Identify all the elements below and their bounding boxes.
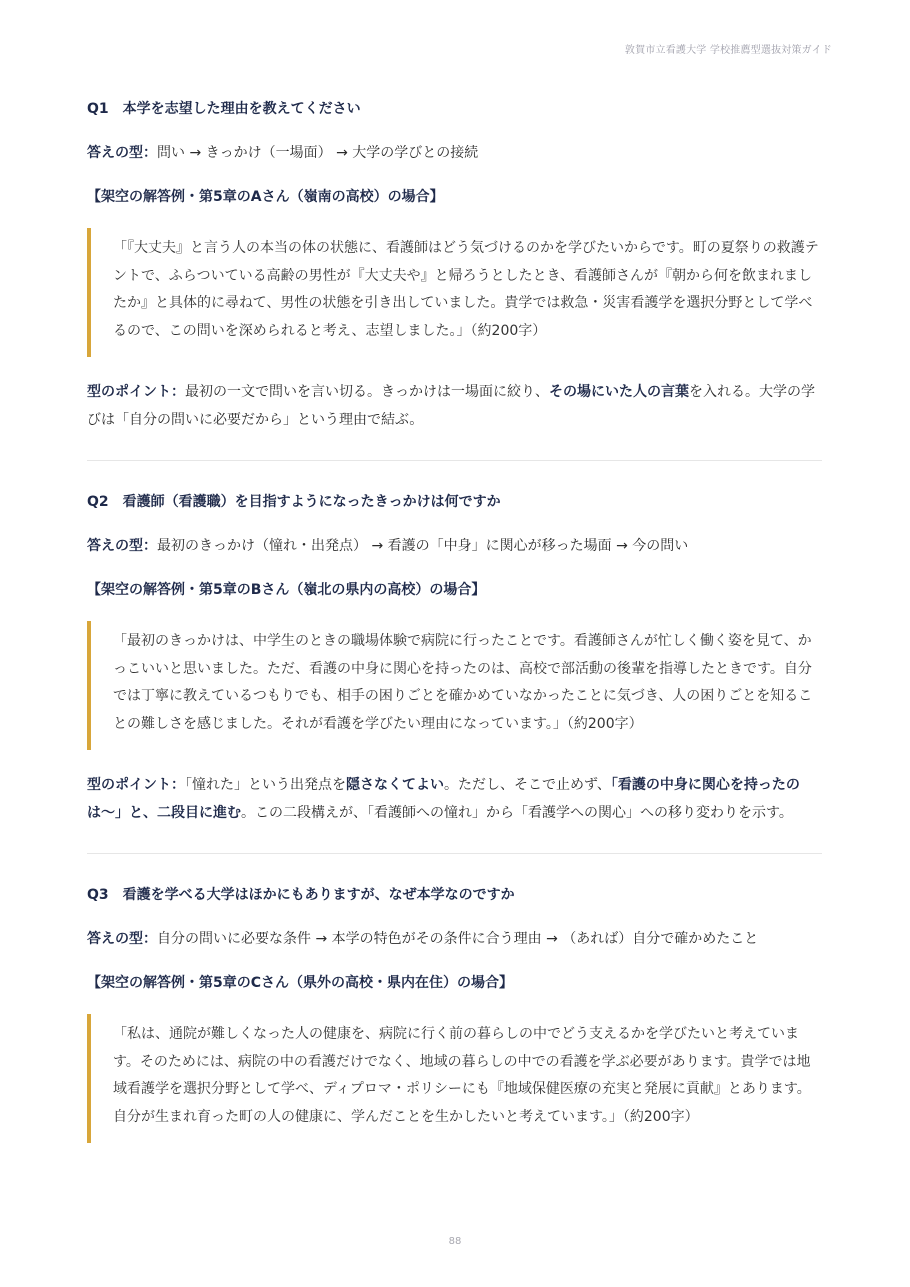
document-header: 敦賀市立看護大学 学校推薦型選抜対策ガイド (624, 45, 832, 56)
question-title (87, 489, 822, 515)
question-text: 看護師（看護職）を目指すようになったきっかけは何ですか (122, 494, 501, 510)
point-emphasis: 隠さなくてよい (346, 777, 444, 793)
point-text: 。ただし、そこで止めず、 (444, 777, 611, 793)
question-section-q2 (87, 489, 822, 827)
answer-type-label: 答えの型： (87, 145, 157, 161)
answer-type-label: 答えの型： (87, 538, 157, 554)
answer-type-label: 答えの型： (87, 931, 157, 947)
question-number: Q1 (87, 101, 109, 117)
question-section-q1 (87, 96, 822, 434)
example-title: 【架空の解答例・第5章のAさん（嶺南の高校）の場合】 (87, 189, 444, 205)
example-answer-quote: 「『大丈夫』と言う人の本当の体の状態に、看護師はどう気づけるのかを学びたいからです。町の夏祭りの救護テントで、ふらついている高齢の男性が『大丈夫や』と帰ろうとしたとき、看護師さんが『朝から何を飲まれましたか』と具体的に尋ねて、男性の状態を引き出していました。貴学では救急・災害看護学を選択分野として学べるので、この問いを深められると考え、志望しました。」（約200字） (87, 228, 822, 357)
section-divider (87, 853, 822, 854)
section-divider (87, 460, 822, 461)
guide-content (87, 96, 822, 1143)
answer-type (87, 926, 822, 952)
point-note (87, 379, 822, 434)
question-section-q3 (87, 882, 822, 1143)
point-note (87, 772, 822, 827)
question-text: 看護を学べる大学はほかにもありますが、なぜ本学なのですか (122, 887, 515, 903)
question-number: Q3 (87, 887, 109, 903)
example-title: 【架空の解答例・第5章のBさん（嶺北の県内の高校）の場合】 (87, 582, 486, 598)
point-label: 型のポイント： (87, 777, 185, 793)
example-answer-quote: 「最初のきっかけは、中学生のときの職場体験で病院に行ったことです。看護師さんが忙しく働く姿を見て、かっこいいと思いました。ただ、看護の中身に関心を持ったのは、高校で部活動の後輩を指導したときです。自分では丁寧に教えているつもりでも、相手の困りごとを確かめていなかったことに気づき、人の困りごとを知ることの難しさを感じました。それが看護を学びたい理由になっています。」（約200字） (87, 621, 822, 750)
question-text: 本学を志望した理由を教えてください (122, 101, 361, 117)
point-label: 型のポイント： (87, 384, 185, 400)
point-text: を入れる。大学の学びは「自分の問いに必要だから」という理由で結ぶ。 (87, 384, 815, 428)
answer-type-text: 問い → きっかけ（一場面） → 大学の学びとの接続 (157, 145, 479, 161)
point-text: 。この二段構えが、「看護師への憧れ」から「看護学への関心」への移り変わりを示す。 (241, 804, 793, 821)
question-title (87, 96, 822, 122)
point-text: 最初の一文で問いを言い切る。きっかけは一場面に絞り、 (185, 384, 549, 400)
example-title: 【架空の解答例・第5章のCさん（県外の高校・県内在住）の場合】 (87, 975, 514, 991)
point-text: 「憧れた」という出発点を (185, 777, 346, 793)
answer-type-text: 自分の問いに必要な条件 → 本学の特色がその条件に合う理由 → （あれば）自分で確かめたこと (157, 931, 759, 947)
question-title (87, 882, 822, 908)
point-emphasis: その場にいた人の言葉 (549, 384, 689, 400)
question-number: Q2 (87, 494, 109, 510)
answer-type-text: 最初のきっかけ（憧れ・出発点） → 看護の「中身」に関心が移った場面 → 今の問い (157, 538, 689, 554)
answer-type (87, 533, 822, 559)
point-emphasis: 「看護の中身に関心を持ったのは〜」と、二段目に進む (87, 777, 800, 821)
example-answer-quote: 「私は、通院が難しくなった人の健康を、病院に行く前の暮らしの中でどう支えるかを学びたいと考えています。そのためには、病院の中の看護だけでなく、地域の暮らしの中での看護を学ぶ必要があります。貴学では地域看護学を選択分野として学べ、ディプロマ・ポリシーにも『地域保健医療の充実と発展に貢献』とあります。自分が生まれ育った町の人の健康に、学んだことを生かしたいと考えています。」（約200字） (87, 1014, 822, 1143)
answer-type (87, 140, 822, 166)
page-number: 88 (448, 1236, 462, 1247)
